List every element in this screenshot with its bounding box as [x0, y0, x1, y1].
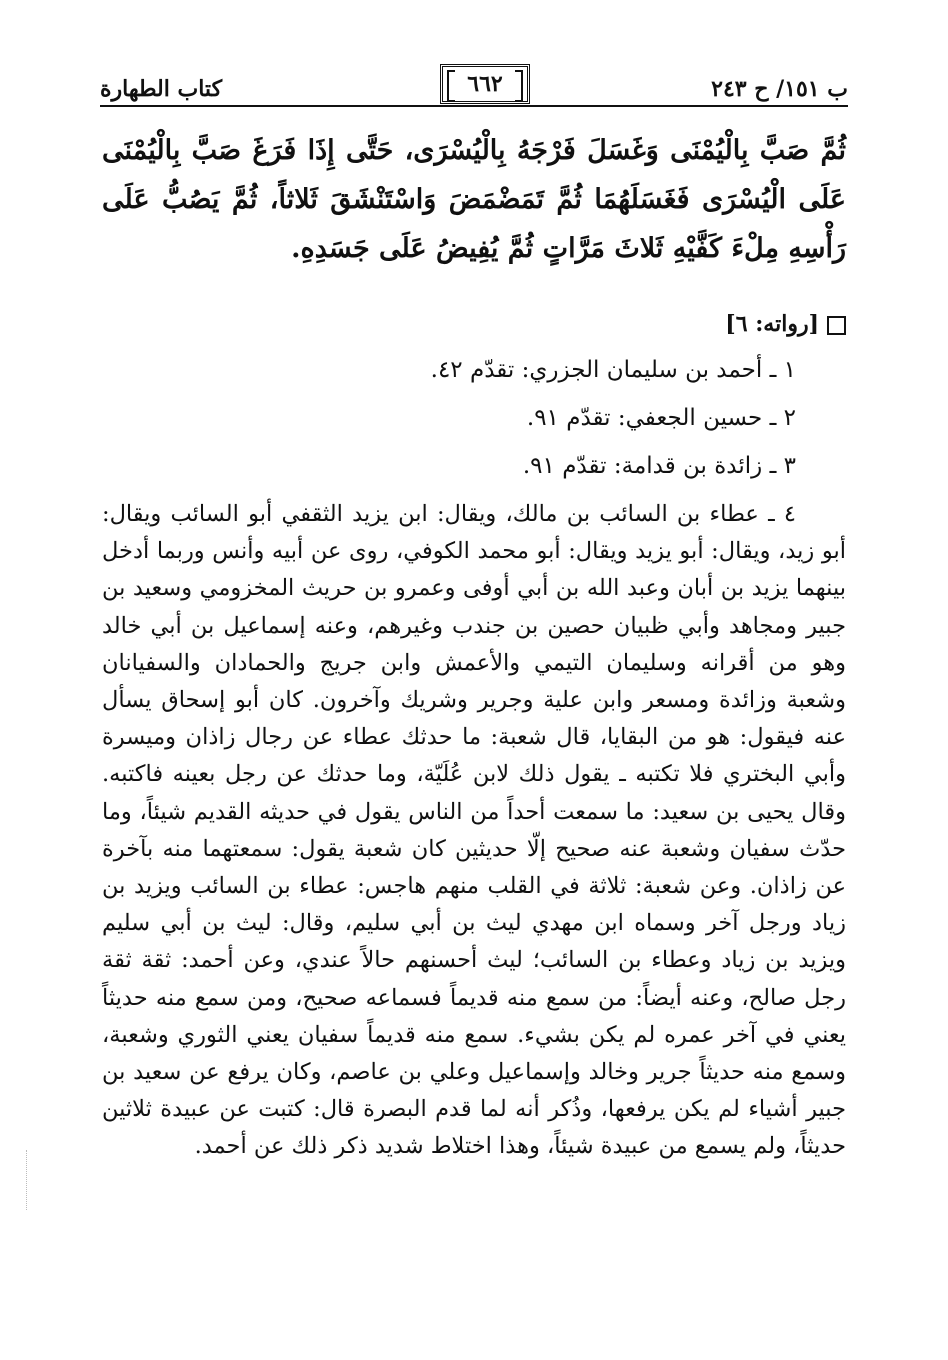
hadith-text: ثُمَّ صَبَّ بِالْيُمْنَى وَغَسَلَ فَرْجَهُ بِالْيُسْرَى، حَتَّى إِذَا فَرَغَ صَبَّ بِالْيُمْنَى عَلَى الْيُسْرَى فَغَسَلَهُمَا ثُمَّ تَمَضْمَضَ وَاسْتَنْشَقَ ثَلاثاً، ثُمَّ يَصُبُّ عَلَى رَأْسِهِ مِلْءَ كَفَّيْهِ ثَلاثَ مَرَّاتٍ ثُمَّ يُفِيضُ عَلَى جَسَدِهِ.	[102, 135, 846, 264]
section-heading	[102, 306, 846, 342]
section-heading-label: [رواته: ٦]	[725, 311, 819, 337]
book-title: كتاب الطهارة	[100, 76, 223, 102]
hadith-reference: ب ١٥١/ ح ٢٤٣	[711, 76, 848, 102]
narrator-item: ٢ ـ حسين الجعفي: تقدّم ٩١.	[526, 405, 796, 431]
narrator-item: ١ ـ أحمد بن سليمان الجزري: تقدّم ٤٢.	[430, 357, 796, 383]
square-bullet-icon	[827, 316, 846, 335]
header-divider	[100, 105, 848, 107]
scan-margin-mark	[26, 1150, 29, 1210]
page-number: ٦٦٢	[440, 64, 530, 104]
page-header	[100, 60, 848, 110]
narrator-list	[102, 346, 846, 490]
narrator-biography: ٤ ـ عطاء بن السائب بن مالك، ويقال: ابن يزيد الثقفي أبو السائب ويقال: أبو زيد، ويقال: أبو يزيد ويقال: أبو محمد الكوفي، روى عن أبيه وأنس وربما أدخل بينهما يزيد بن أبان وعبد الله بن أبي أوفى وعمرو بن حريث المخزومي وسعيد بن جبير ومجاهد وأبي ظبيان حصين بن جندب وغيرهم، وعنه إسماعيل بن أبي خالد وهو من أقرانه وسليمان التيمي والأعمش وابن جريج والحمادان والسفيانان وشعبة وزائدة ومسعر وابن علية وجرير وشريك وآخرون. كان أبو إسحاق يسأل عنه فيقول: هو من البقايا، قال شعبة: ما حدثك عطاء عن رجال زاذان وميسرة وأبي البختري فلا تكتبه ـ يقول ذلك لابن عُلَيّة، وما حدثك عن رجل بعينه فاكتبه. وقال يحيى بن سعيد: ما سمعت أحداً من الناس يقول في حديثه القديم شيئاً، وما حدّث سفيان وشعبة عنه صحيح إلّا حديثين كان شعبة يقول: سمعتهما منه بآخرة عن زاذان. وعن شعبة: ثلاثة في القلب منهم هاجس: عطاء بن السائب ويزيد بن زياد ورجل آخر وسماه ابن مهدي ليث بن أبي سليم، وقال: ليث بن أبي سليم ويزيد بن زياد وعطاء بن السائب؛ ليث أحسنهم حالاً عندي، وعن أحمد: ثقة ثقة رجل صالح، وعنه أيضاً: من سمع منه قديماً فسماعه صحيح، ومن سمع منه حديثاً يعني في آخر عمره لم يكن بشيء. سمع منه قديماً سفيان يعني الثوري وشعبة، وسمع منه حديثاً جرير وخالد وإسماعيل وعلي بن عاصم، وكان يرفع عن سعيد بن جبير أشياء لم يكن يرفعها، وذُكر أنه لما قدم البصرة قال: كتبت عن عبيدة ثلاثين حديثاً، ولم يسمع من عبيدة شيئاً، وهذا اختلاط شديد ذكر ذلك عن أحمد.	[102, 501, 846, 1160]
narrator-item: ٣ ـ زائدة بن قدامة: تقدّم ٩١.	[522, 453, 796, 479]
